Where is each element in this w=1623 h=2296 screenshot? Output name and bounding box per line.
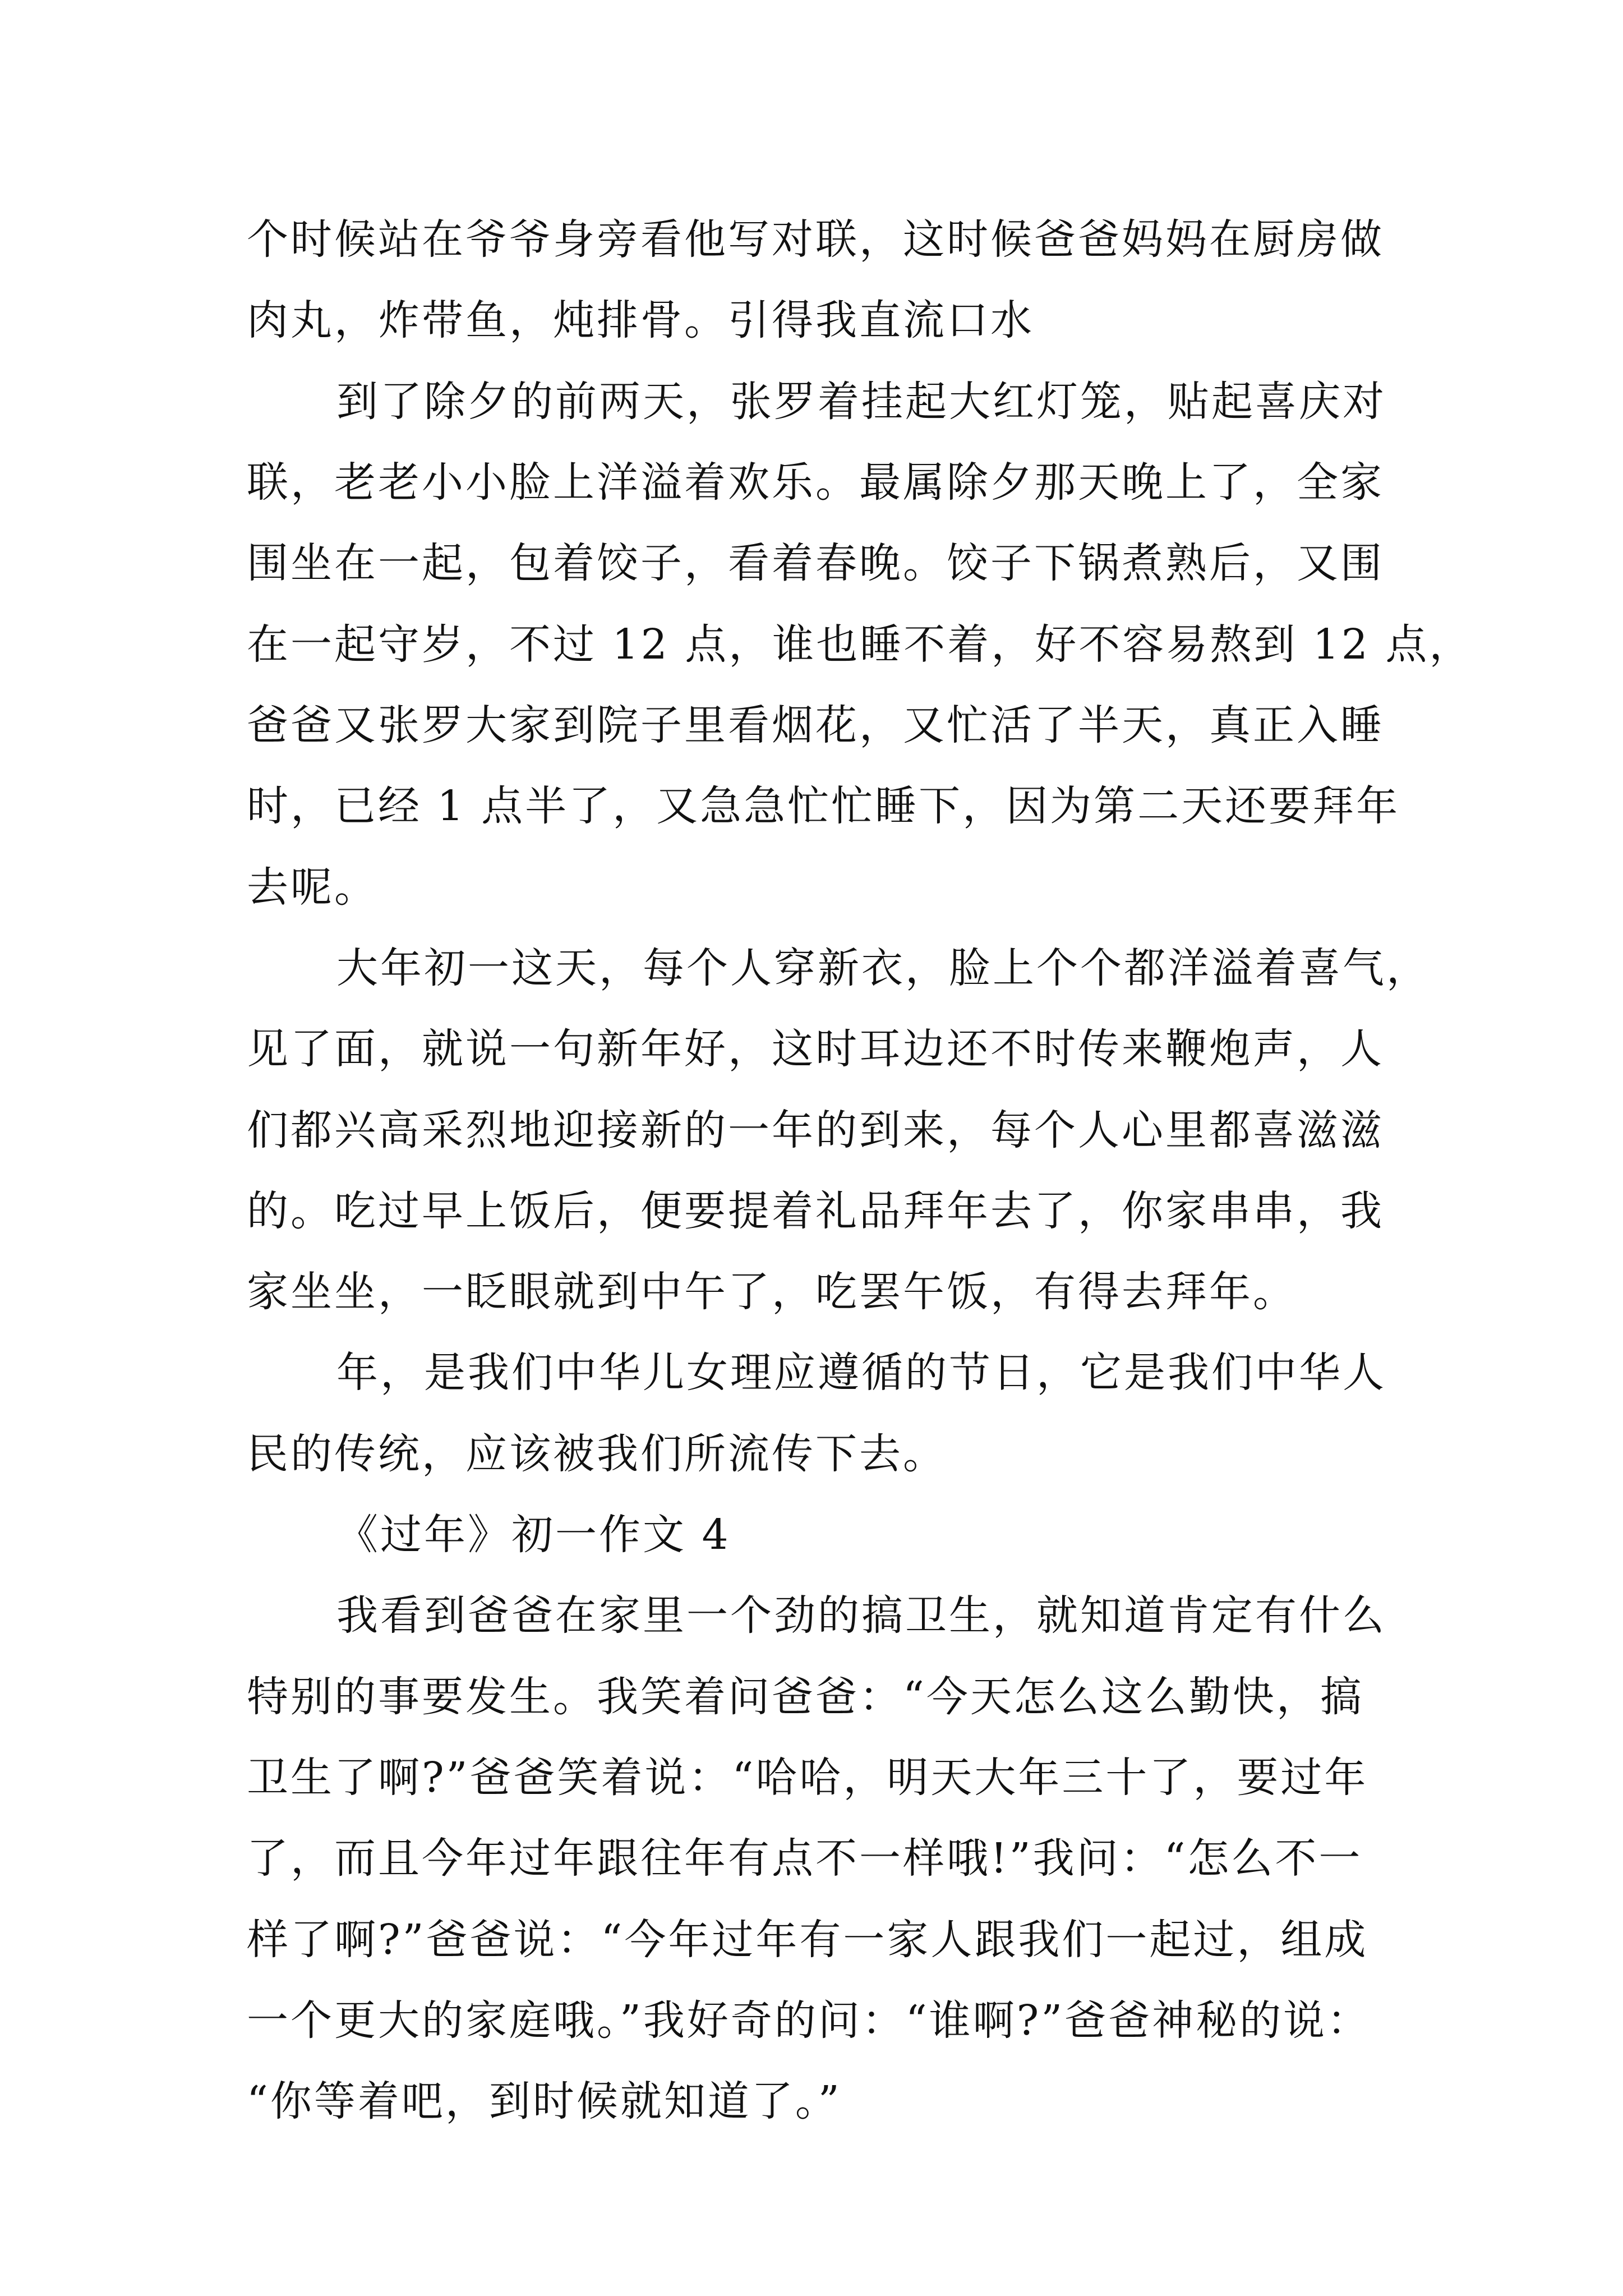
text-line: 家坐坐，一眨眼就到中午了，吃罢午饭，有得去拜年。 (247, 1268, 1297, 1316)
section-heading: 《过年》初一作文 4 (336, 1511, 731, 1559)
text-line: 我看到爸爸在家里一个劲的搞卫生，就知道肯定有什么 (336, 1591, 1386, 1640)
text-line: 样了啊?”爸爸说：“今年过年有一家人跟我们一起过，组成 (247, 1916, 1368, 1964)
text-line: 年，是我们中华儿女理应遵循的节日，它是我们中华人 (336, 1349, 1386, 1397)
text-line: 个时候站在爷爷身旁看他写对联，这时候爸爸妈妈在厨房做 (247, 215, 1384, 264)
text-line: 去呢。 (247, 863, 378, 912)
text-line: 的。吃过早上饭后，便要提着礼品拜年去了，你家串串，我 (247, 1187, 1384, 1235)
text-line: 卫生了啊?”爸爸笑着说：“哈哈，明天大年三十了，要过年 (247, 1754, 1368, 1802)
text-line: 们都兴高采烈地迎接新的一年的到来，每个人心里都喜滋滋 (247, 1106, 1384, 1154)
text-line: 到了除夕的前两天，张罗着挂起大红灯笼，贴起喜庆对 (336, 378, 1386, 426)
text-line: 民的传统，应该被我们所流传下去。 (247, 1430, 947, 1478)
text-line: 围坐在一起，包着饺子，看着春晚。饺子下锅煮熟后，又围 (247, 539, 1384, 587)
text-line: 爸爸又张罗大家到院子里看烟花，又忙活了半天，真正入睡 (247, 701, 1384, 749)
text-line: “你等着吧，到时候就知道了。” (247, 2077, 842, 2125)
text-line: 时，已经 1 点半了，又急急忙忙睡下，因为第二天还要拜年 (247, 782, 1400, 830)
text-line: 联，老老小小脸上洋溢着欢乐。最属除夕那天晚上了，全家 (247, 458, 1384, 507)
text-line: 了，而且今年过年跟往年有点不一样哦!”我问：“怎么不一 (247, 1834, 1363, 1883)
text-line: 一个更大的家庭哦。”我好奇的问：“谁啊?”爸爸神秘的说： (247, 1996, 1371, 2045)
text-line: 特别的事要发生。我笑着问爸爸：“今天怎么这么勤快，搞 (247, 1673, 1364, 1721)
text-line: 大年初一这天，每个人穿新衣，脸上个个都洋溢着喜气， (336, 944, 1430, 992)
text-line: 在一起守岁，不过 12 点，谁也睡不着，好不容易熬到 12 点， (247, 620, 1473, 669)
text-line: 见了面，就说一句新年好，这时耳边还不时传来鞭炮声，人 (247, 1025, 1384, 1073)
text-line: 肉丸，炸带鱼，炖排骨。引得我直流口水 (247, 296, 1034, 344)
